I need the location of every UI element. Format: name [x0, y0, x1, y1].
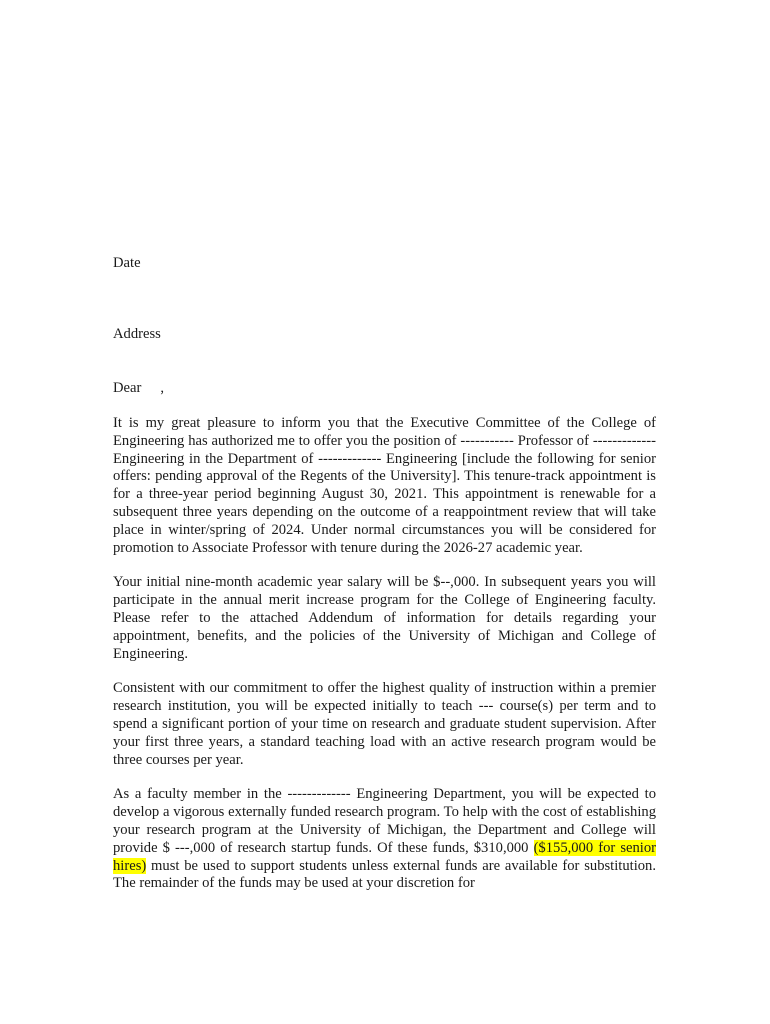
salutation: [113, 380, 656, 398]
highlighted-senior-hires-text: ($155,000 for senior hires): [113, 839, 656, 874]
research-funds-text-before: As a faculty member in the ------------- Engineering Department, you will be expected to develop a vigorous externally funded research program. To help with the cost of establishing your research program at the University of Michigan, the Department and College will provide $ ---,000 of research startup funds. Of these funds, $310,000: [113, 786, 656, 856]
date-field: Date: [113, 255, 141, 271]
paragraph-salary: Your initial nine-month academic year salary will be $--,000. In subsequent years you will participate in the annual merit increase program for the College of Engineering faculty. Please refer to the attached Addendum of information for details regarding your appointment, benefits, and the policies of the University of Michigan and College of Engineering.: [113, 574, 656, 662]
salutation-comma: ,: [160, 380, 165, 396]
paragraph-research-funds: [113, 786, 656, 893]
salutation-text: Dear: [113, 380, 142, 396]
address-field: Address: [113, 326, 161, 342]
offer-letter: [113, 255, 656, 893]
paragraph-teaching: Consistent with our commitment to offer the highest quality of instruction within a premier research institution, you will be expected initially to teach --- course(s) per term and to spend a significant portion of your time on research and graduate student supervision. After your first three years, a standard teaching load with an active research program would be three courses per year.: [113, 680, 656, 768]
research-funds-text-after: must be used to support students unless external funds are available for substitution. The remainder of the funds may be used at your discretion for: [113, 857, 656, 892]
paragraph-appointment: It is my great pleasure to inform you that the Executive Committee of the College of Engineering has authorized me to offer you the position of ----------- Professor of ------------- Engineering in the Department of ------------- Engineering [include the following for senior offers: pending approval of the Regents of the University]. This tenure-track appointment is for a three-year period beginning August 30, 2021. This appointment is renewable for a subsequent three years depending on the outcome of a reappointment review that will take place in winter/spring of 2024. Under normal circumstances you will be considered for promotion to Associate Professor with tenure during the 2026-27 academic year.: [113, 415, 656, 556]
